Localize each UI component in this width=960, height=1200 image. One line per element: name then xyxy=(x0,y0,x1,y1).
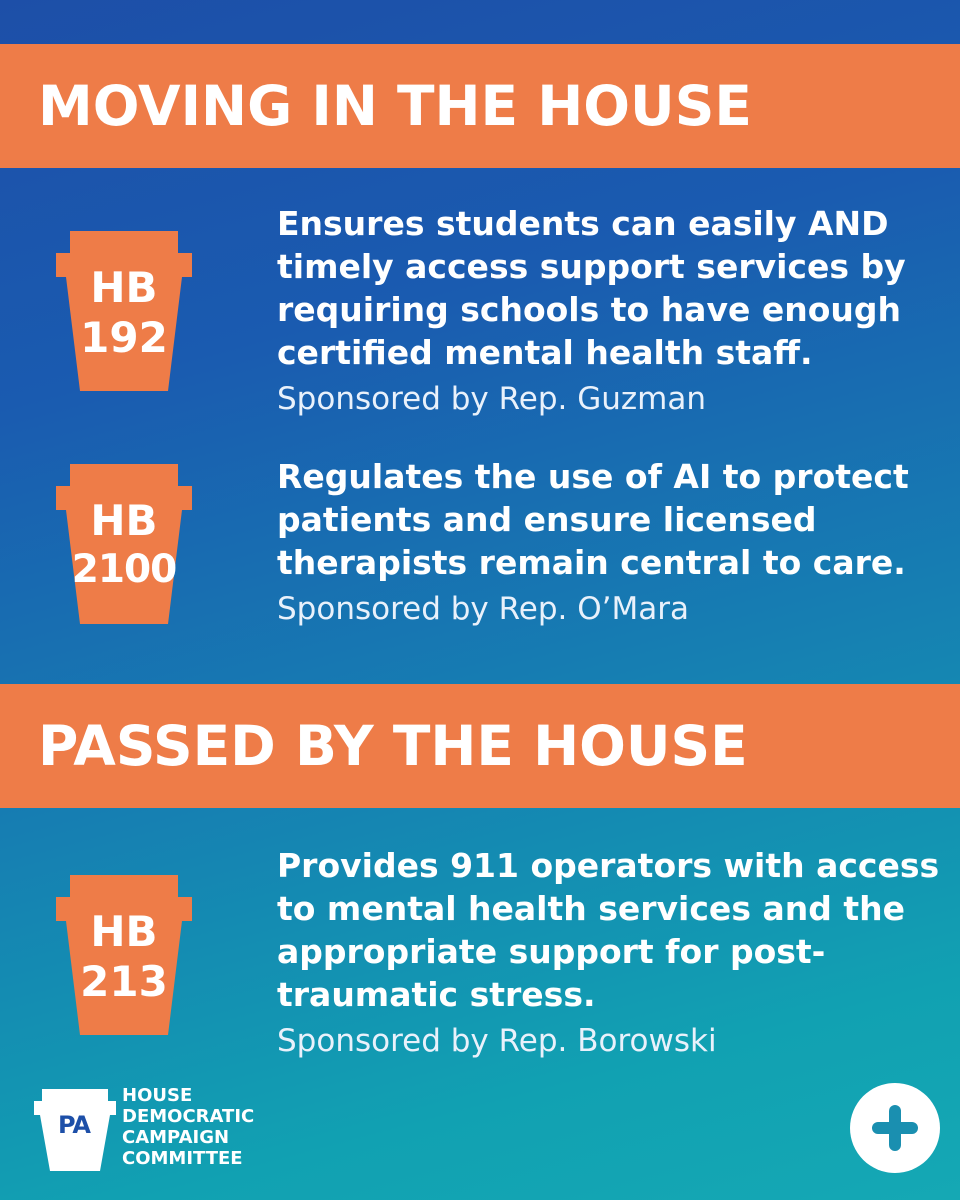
logo-org-line: CAMPAIGN xyxy=(122,1127,230,1148)
bill-description-line: traumatic stress. xyxy=(277,975,596,1014)
bill-description xyxy=(277,202,947,374)
logo-org-line: DEMOCRATIC xyxy=(122,1106,255,1127)
keystone-icon xyxy=(44,869,204,1039)
bill-sponsor: Sponsored by Rep. O’Mara xyxy=(277,591,689,627)
bill-description-line: Regulates the use of AI to protect xyxy=(277,457,909,496)
logo-org-line: HOUSE xyxy=(122,1085,193,1106)
bill-item-hb2100 xyxy=(0,458,960,648)
bill-description-line: requiring schools to have enough xyxy=(277,290,901,329)
keystone-icon xyxy=(44,225,204,395)
bill-description-line: to mental health services and the xyxy=(277,889,905,928)
bill-description xyxy=(277,455,947,584)
bill-description-line: therapists remain central to care. xyxy=(277,543,906,582)
plus-icon xyxy=(850,1083,940,1173)
bill-description-line: certified mental health staff. xyxy=(277,333,813,372)
bill-prefix: HB xyxy=(90,496,158,545)
bill-prefix: HB xyxy=(90,263,158,312)
bill-description xyxy=(277,844,947,1016)
bill-number: 213 xyxy=(80,957,168,1006)
keystone-icon xyxy=(44,458,204,628)
section-banner-moving xyxy=(0,44,960,168)
section-title-moving: MOVING IN THE HOUSE xyxy=(38,73,752,138)
bill-description-line: appropriate support for post- xyxy=(277,932,826,971)
bill-number: 2100 xyxy=(71,547,177,592)
logo-mark-text: PA xyxy=(58,1111,90,1139)
bill-sponsor: Sponsored by Rep. Borowski xyxy=(277,1023,717,1059)
plus-button[interactable] xyxy=(850,1083,940,1173)
section-title-passed: PASSED BY THE HOUSE xyxy=(38,713,748,778)
logo-org-name xyxy=(122,1085,254,1169)
bill-number: 192 xyxy=(80,313,168,362)
bill-prefix: HB xyxy=(90,907,158,956)
bill-description-line: Provides 911 operators with access xyxy=(277,846,940,885)
logo-org-line: COMMITTEE xyxy=(122,1148,243,1169)
bill-description-line: patients and ensure licensed xyxy=(277,500,817,539)
bill-sponsor: Sponsored by Rep. Guzman xyxy=(277,381,707,417)
bill-item-hb192 xyxy=(0,204,960,417)
hdcc-logo xyxy=(30,1085,290,1175)
bill-description-line: Ensures students can easily AND xyxy=(277,204,889,243)
bill-description-line: timely access support services by xyxy=(277,247,906,286)
section-banner-passed xyxy=(0,684,960,808)
bill-item-hb213 xyxy=(0,846,960,1059)
